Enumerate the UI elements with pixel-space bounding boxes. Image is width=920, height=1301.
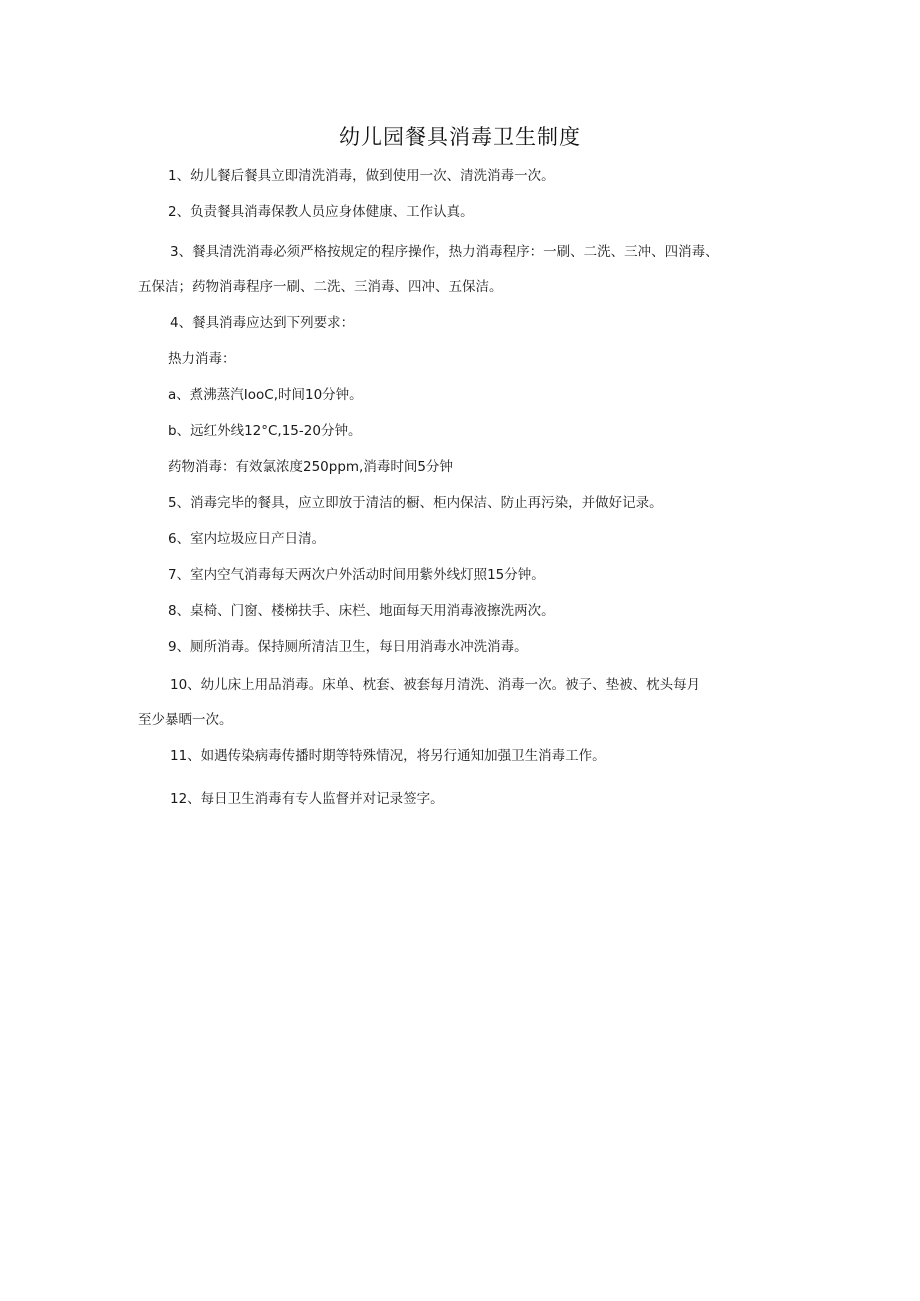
- thermal-disinfection-heading: 热力消毒：: [168, 351, 236, 367]
- rule-3: 3、餐具清洗消毒必须严格按规定的程序操作，热力消毒程序：一刷、二洗、三冲、四消毒、: [170, 244, 719, 260]
- rule-3-continued: 五保洁；药物消毒程序一刷、二洗、三消毒、四冲、五保洁。: [138, 279, 503, 295]
- rule-4: 4、餐具消毒应达到下列要求：: [170, 315, 355, 331]
- thermal-item-a: a、煮沸蒸汽IooC,时间10分钟。: [168, 387, 363, 403]
- rule-11: 11、如遇传染病毒传播时期等特殊情况，将另行通知加强卫生消毒工作。: [170, 748, 606, 764]
- rule-1: 1、幼儿餐后餐具立即清洗消毒，做到使用一次、清洗消毒一次。: [168, 168, 555, 184]
- rule-7: 7、室内空气消毒每天两次户外活动时间用紫外线灯照15分钟。: [168, 567, 545, 583]
- document-title: 幼儿园餐具消毒卫生制度: [339, 125, 581, 149]
- rule-5: 5、消毒完毕的餐具，应立即放于清洁的橱、柜内保洁、防止再污染，并做好记录。: [168, 495, 663, 511]
- rule-10-continued: 至少暴晒一次。: [138, 712, 233, 728]
- rule-8: 8、桌椅、门窗、楼梯扶手、床栏、地面每天用消毒液擦洗两次。: [168, 603, 555, 619]
- thermal-item-b: b、远红外线12°C,15-20分钟。: [168, 423, 362, 439]
- rule-2: 2、负责餐具消毒保教人员应身体健康、工作认真。: [168, 204, 474, 220]
- chemical-disinfection: 药物消毒：有效氯浓度250ppm,消毒时间5分钟: [168, 459, 453, 475]
- rule-12: 12、每日卫生消毒有专人监督并对记录签字。: [170, 791, 444, 807]
- rule-6: 6、室内垃圾应日产日清。: [168, 531, 326, 547]
- rule-10: 10、幼儿床上用品消毒。床单、枕套、被套每月清洗、消毒一次。被子、垫被、枕头每月: [170, 677, 701, 693]
- rule-9: 9、厕所消毒。保持厕所清洁卫生，每日用消毒水冲洗消毒。: [168, 639, 528, 655]
